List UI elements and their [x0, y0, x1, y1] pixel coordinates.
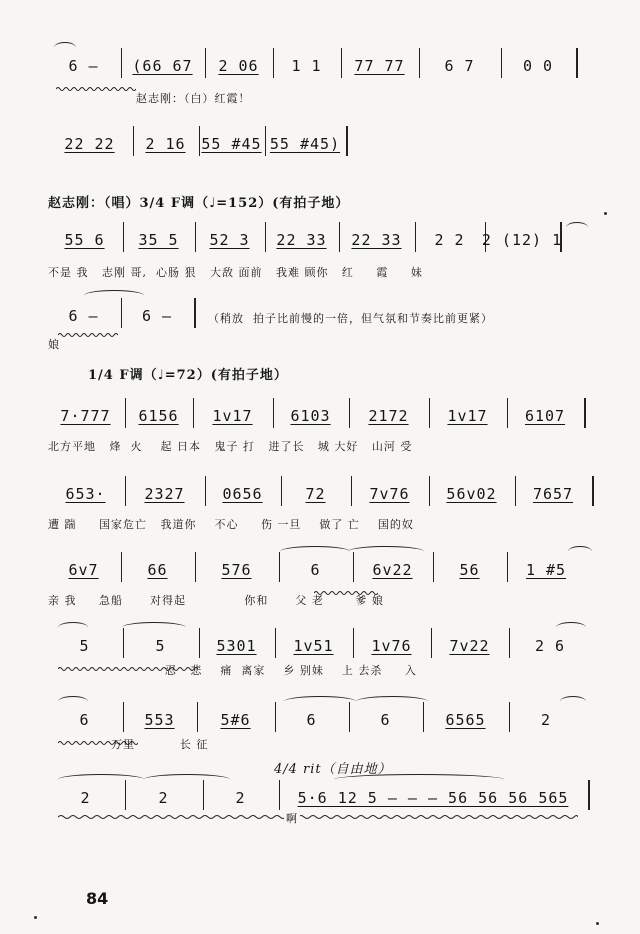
measure — [508, 552, 586, 582]
lyric-line: 万里 长 征 — [48, 738, 209, 751]
notes: 2 — [158, 789, 169, 807]
notes: 2 (12) 1 — [481, 231, 563, 249]
measure — [274, 398, 350, 428]
notes: 52 3 — [209, 231, 250, 249]
notes: 6 7 — [444, 57, 475, 75]
notes: 2 — [235, 789, 246, 807]
notes: 6103 — [290, 407, 331, 425]
measure-row — [48, 398, 586, 428]
notes: 2 2 — [434, 231, 465, 249]
notes: 6 — — [141, 307, 173, 325]
measure — [196, 552, 280, 582]
measure — [282, 476, 352, 506]
staff-system-3 — [48, 218, 596, 284]
notes: 1v51 — [293, 637, 334, 655]
measure — [124, 222, 196, 252]
measure-row — [48, 298, 196, 328]
notes: 6 — [380, 711, 391, 729]
measure — [416, 222, 486, 252]
notes: 6 — [310, 561, 321, 579]
staff-system-7 — [48, 546, 596, 610]
measure-row — [48, 476, 594, 506]
wavy-line — [56, 86, 136, 92]
notes: 6 — — [68, 57, 99, 75]
notes: 55 #45) — [269, 135, 341, 153]
measure — [200, 126, 266, 156]
measure — [432, 628, 510, 658]
measure — [481, 222, 563, 252]
measure — [48, 398, 126, 428]
measure — [48, 222, 124, 252]
measure — [196, 222, 266, 252]
measure — [342, 48, 420, 78]
ink-speck — [604, 212, 607, 215]
measure-row — [48, 552, 586, 582]
measure — [48, 48, 122, 78]
wavy-line — [58, 814, 578, 820]
measure — [124, 702, 198, 732]
section-heading: 1/4 F调（♩=72）(有拍子地） — [88, 368, 288, 383]
measure-row — [48, 780, 590, 810]
notes: 77 77 — [354, 57, 405, 75]
page-number: 84 — [86, 889, 109, 908]
notes: 55 6 — [64, 231, 105, 249]
notes: 2 — [80, 789, 91, 807]
notes: 35 5 — [138, 231, 179, 249]
staff-system-10 — [48, 774, 596, 830]
lyric-line: 赵志刚：（白）红霞！ — [136, 92, 251, 105]
measure — [502, 48, 578, 78]
staff-system-5 — [48, 392, 596, 456]
measure — [280, 780, 590, 810]
notes: 576 — [221, 561, 252, 579]
staff-system-2 — [48, 122, 596, 172]
measure — [122, 48, 206, 78]
notes: 2 6 — [534, 637, 566, 655]
measure — [354, 628, 432, 658]
measure — [280, 552, 354, 582]
notes: 56 — [459, 561, 480, 579]
measure-row — [48, 628, 592, 658]
measure — [510, 628, 592, 658]
notes: 7v76 — [369, 485, 410, 503]
measure — [276, 702, 350, 732]
measure — [206, 476, 282, 506]
measure — [340, 222, 416, 252]
lyric-line: 北方平地 烽 火 起 日本 鬼子 打 进了长 城 大好 山河 受 — [48, 440, 413, 453]
measure — [122, 298, 196, 328]
measure — [276, 628, 354, 658]
measure — [48, 552, 122, 582]
measure — [354, 552, 434, 582]
measure — [434, 552, 508, 582]
notes: 5·6 12 5 — — — 56 56 56 565 — [297, 789, 569, 807]
measure — [352, 476, 430, 506]
measure — [48, 298, 122, 328]
measure — [274, 48, 342, 78]
notes: 6107 — [524, 407, 566, 425]
measure — [198, 702, 276, 732]
notes: 1v17 — [447, 407, 488, 425]
notes: 1 1 — [291, 57, 322, 75]
notes: 653· — [65, 485, 106, 503]
measure — [430, 476, 516, 506]
notes: 0656 — [222, 485, 263, 503]
notes: 5301 — [216, 637, 257, 655]
lyric-line: 亲 我 急船 对得起 你和 父 老 爹 娘 — [48, 594, 384, 607]
measure — [124, 628, 200, 658]
ink-speck — [596, 922, 599, 925]
notes: 5 — [155, 637, 166, 655]
notes: 6 — [79, 711, 90, 729]
notes: 2 16 — [145, 135, 186, 153]
measure — [48, 628, 124, 658]
notes: 1v76 — [371, 637, 412, 655]
measure — [424, 702, 510, 732]
notes: 66 — [147, 561, 168, 579]
measure — [126, 398, 194, 428]
measure — [126, 476, 206, 506]
measure — [266, 222, 340, 252]
notes: 7657 — [532, 485, 574, 503]
measure — [48, 702, 124, 732]
notes: 6 — [306, 711, 317, 729]
tempo-note: （稍放 拍子比前慢的一倍，但气氛和节奏比前更紧） — [208, 312, 493, 325]
notes: 2 06 — [218, 57, 259, 75]
measure — [48, 126, 134, 156]
notes: 2 — [540, 711, 552, 729]
measure — [350, 702, 424, 732]
notes: 6v22 — [372, 561, 413, 579]
notes: 22 22 — [64, 135, 115, 153]
section-heading: 赵志刚：（唱）3/4 F调（♩=152）(有拍子地） — [48, 196, 350, 211]
lyric-line: 啊 — [286, 812, 298, 825]
notes: 1 #5 — [525, 561, 567, 579]
measure — [200, 628, 276, 658]
measure — [48, 780, 126, 810]
lyric-line: 不是 我 志刚 哥, 心肠 狠 大敌 面前 我难 顾你 红 霞 妹 — [48, 266, 423, 279]
notes: (66 67 — [132, 57, 193, 75]
notes: 55 #45 — [201, 135, 262, 153]
staff-system-1 — [48, 38, 596, 118]
notes: 2172 — [368, 407, 409, 425]
notes: 6156 — [138, 407, 179, 425]
measure — [266, 126, 348, 156]
measure — [510, 702, 584, 732]
notes: 2327 — [144, 485, 185, 503]
notes: 6565 — [445, 711, 486, 729]
measure — [350, 398, 430, 428]
measure-row — [48, 702, 584, 732]
measure — [126, 780, 204, 810]
measure — [194, 398, 274, 428]
notes: 72 — [305, 485, 326, 503]
notes: 56v02 — [446, 485, 497, 503]
notes: 0 0 — [522, 57, 554, 75]
notes: 22 33 — [276, 231, 327, 249]
notes: 553 — [144, 711, 175, 729]
notes: 7·777 — [60, 407, 111, 425]
ink-speck — [34, 916, 37, 919]
lyric-line: 忍 悲 痛 离家 乡 别妹 上 去杀 入 — [48, 664, 417, 677]
measure — [48, 476, 126, 506]
section-heading: 4/4 rit（自由地） — [274, 762, 392, 777]
lyric-line: 遭 踹 国家危亡 我道你 不心 伤 一旦 做了 亡 国的奴 — [48, 518, 414, 531]
notes: 6v7 — [68, 561, 99, 579]
measure-row — [48, 48, 578, 78]
measure — [516, 476, 594, 506]
staff-system-9 — [48, 696, 596, 760]
notes: 1v17 — [212, 407, 253, 425]
notes: 22 33 — [351, 231, 402, 249]
notes: 5 — [79, 637, 90, 655]
notes: 5#6 — [220, 711, 251, 729]
measure — [508, 398, 586, 428]
measure — [122, 552, 196, 582]
lyric-line: 娘 — [48, 338, 60, 351]
staff-system-8 — [48, 622, 596, 686]
measure — [206, 48, 274, 78]
tie-mark — [566, 222, 588, 233]
notes: 7v22 — [449, 637, 490, 655]
measure — [420, 48, 502, 78]
notes: 6 — — [68, 307, 99, 325]
measure — [134, 126, 200, 156]
staff-system-4 — [48, 290, 596, 351]
measure-row — [48, 222, 562, 252]
wavy-line — [58, 332, 118, 338]
measure — [430, 398, 508, 428]
measure-row — [48, 126, 348, 156]
measure — [204, 780, 280, 810]
staff-system-6 — [48, 470, 596, 534]
